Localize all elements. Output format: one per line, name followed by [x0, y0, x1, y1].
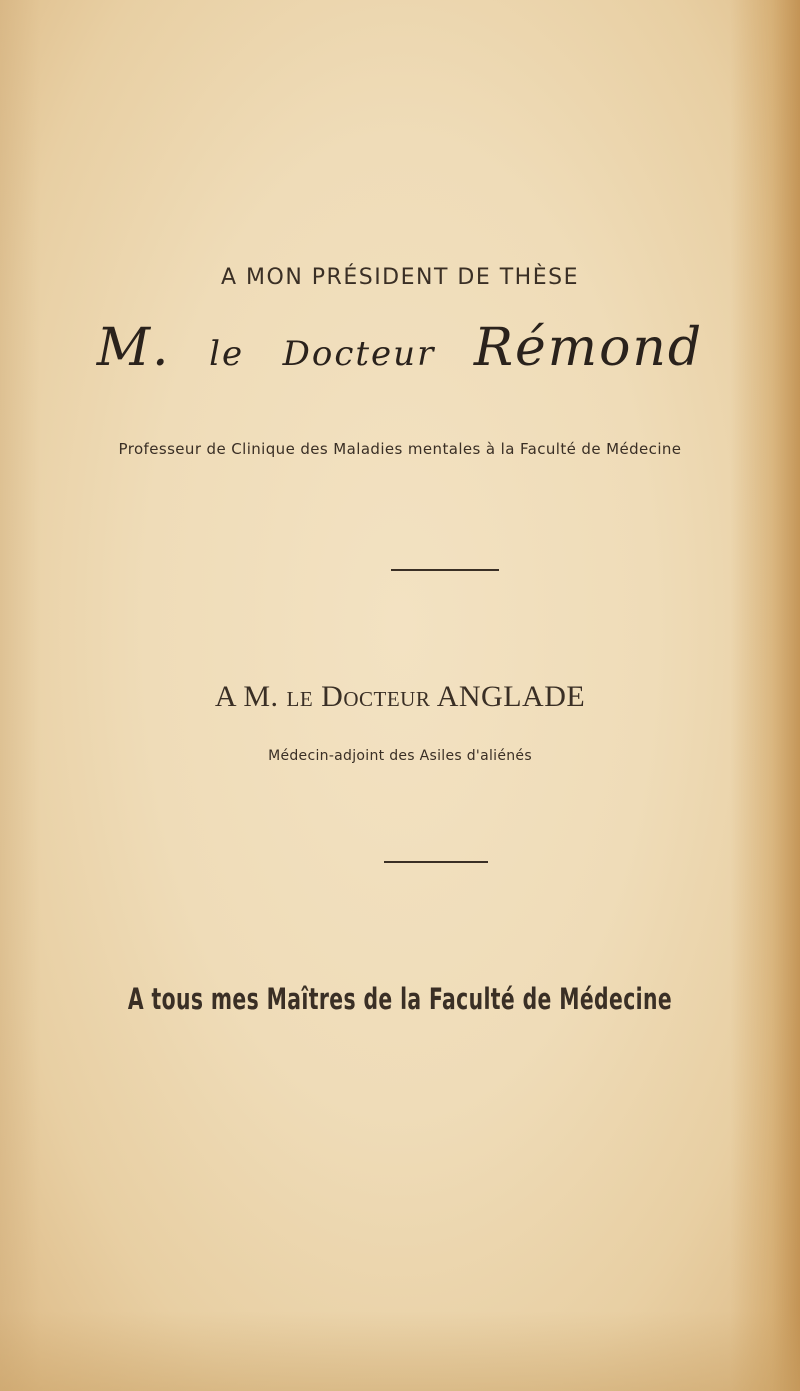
page-edge-bottom-shading [0, 1311, 800, 1391]
president-name-surname: Rémond [473, 318, 704, 378]
divider-rule-2 [384, 861, 488, 863]
anglade-honorific: M. [243, 680, 279, 713]
anglade-title: le Docteur [286, 680, 431, 713]
president-name-script [0, 318, 800, 378]
anglade-surname: ANGLADE [436, 680, 586, 713]
anglade-dedication-heading [0, 680, 800, 714]
president-dedication-heading: A MON PRÉSIDENT DE THÈSE [220, 265, 579, 290]
divider-rule-1 [391, 569, 499, 571]
anglade-role: Médecin-adjoint des Asiles d'aliénés [268, 748, 532, 764]
president-name-title: Docteur [282, 334, 436, 374]
president-name-article: le [209, 334, 245, 374]
president-role: Professeur de Clinique des Maladies mentales à la Faculté de Médecine [118, 440, 682, 458]
anglade-prefix: A [214, 680, 236, 713]
president-name-prefix: M. [96, 318, 171, 378]
masters-dedication: A tous mes Maîtres de la Faculté de Médecine [127, 982, 673, 1016]
